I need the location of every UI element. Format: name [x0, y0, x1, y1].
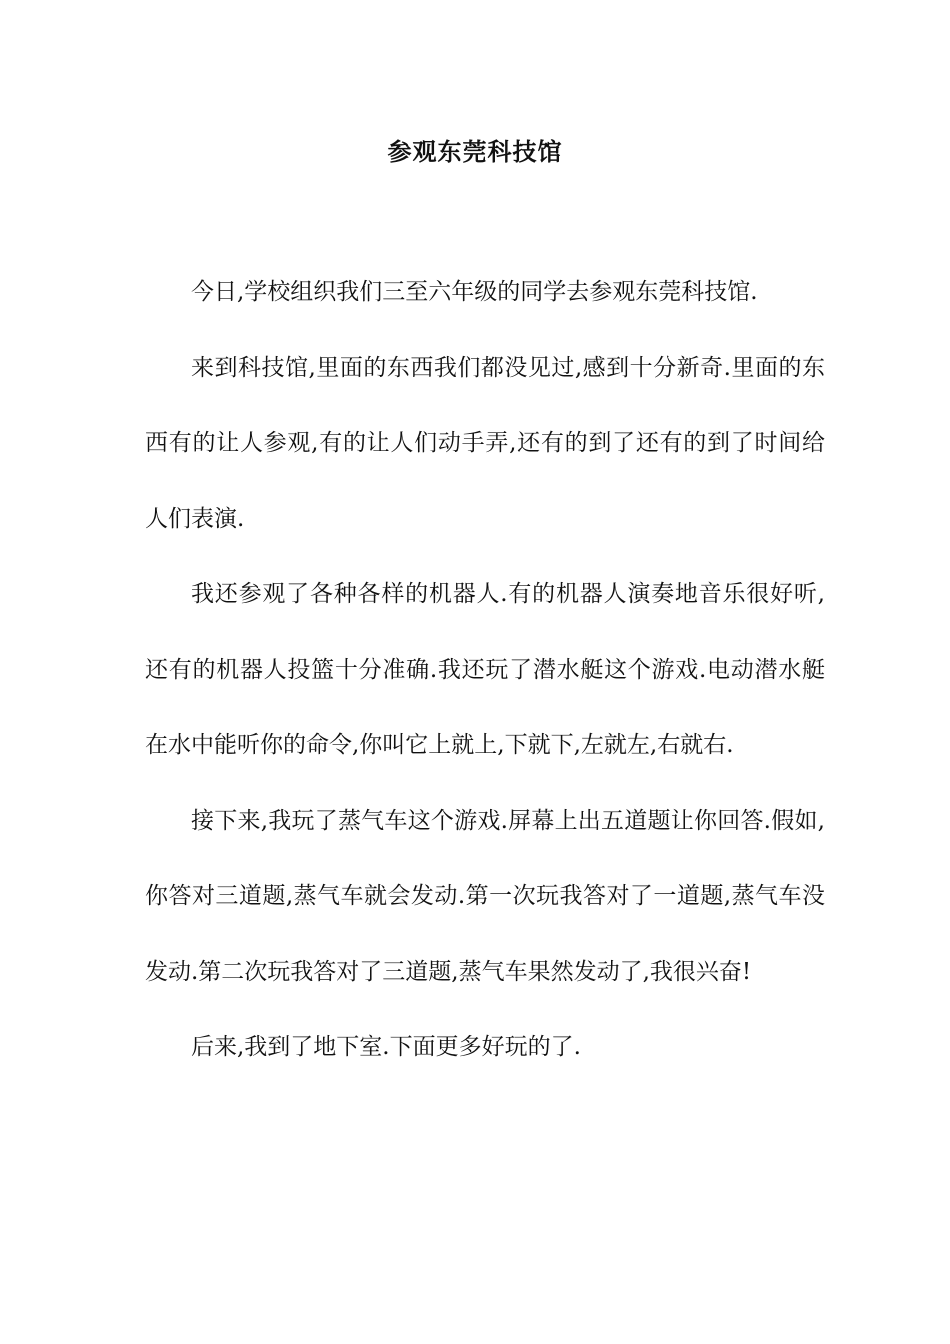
paragraph-5: 后来,我到了地下室.下面更多好玩的了. [191, 1034, 581, 1060]
paragraph-2: 来到科技馆,里面的东西我们都没见过,感到十分新奇.里面的东西有的让人参观,有的让人们动手弄,还有的到了还有的到了时间给人们表演. [145, 354, 825, 532]
paragraph-4: 接下来,我玩了蒸气车这个游戏.屏幕上出五道题让你回答.假如,你答对三道题,蒸气车就会发动.第一次玩我答对了一道题,蒸气车没发动.第二次玩我答对了三道题,蒸气车果然发动了,我很兴奋! [145, 807, 825, 985]
paragraph-1: 今日,学校组织我们三至六年级的同学去参观东莞科技馆. [191, 279, 758, 305]
document-body [145, 255, 825, 1086]
paragraph-3: 我还参观了各种各样的机器人.有的机器人演奏地音乐很好听,还有的机器人投篮十分准确.我还玩了潜水艇这个游戏.电动潜水艇在水中能听你的命令,你叫它上就上,下就下,左就左,右就右. [145, 581, 825, 758]
document-title: 参观东莞科技馆 [387, 137, 563, 166]
